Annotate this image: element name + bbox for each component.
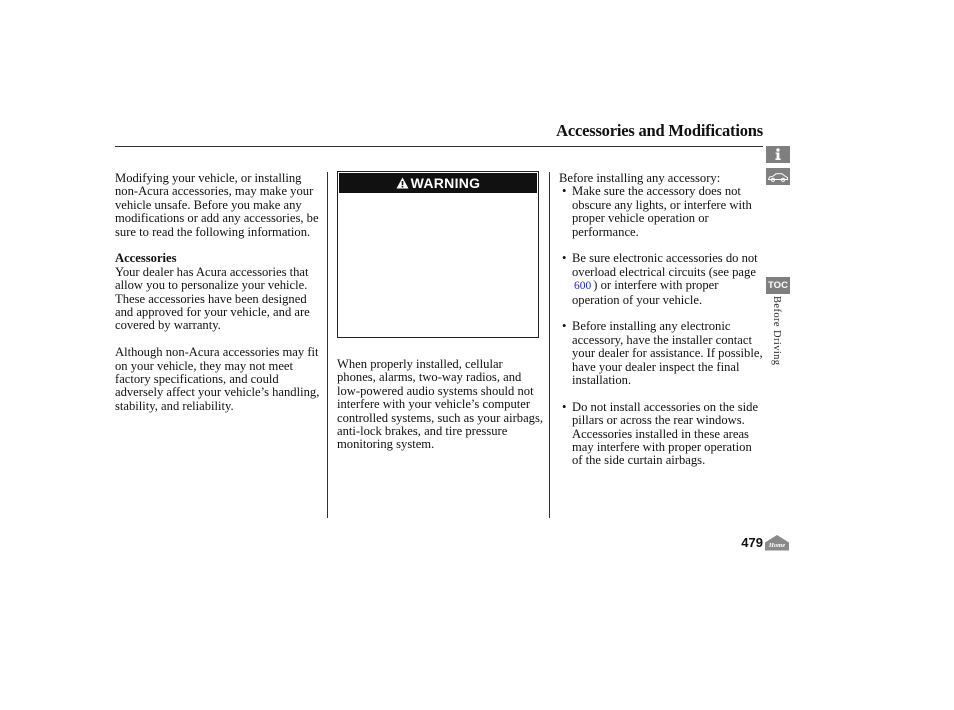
- warning-banner: [339, 173, 537, 193]
- electronics-paragraph: When properly installed, cellular phones, alarms, two-way radios, and low-powered audio systems should not interfere with your vehicle’s computer controlled systems, such as your airbags, anti-lock brakes, and tire pressure monitoring system.: [337, 357, 544, 452]
- info-icon[interactable]: [766, 146, 790, 163]
- column-2: [337, 358, 543, 452]
- page-number: 479: [741, 535, 763, 550]
- column-1: [115, 172, 323, 413]
- column-divider: [327, 172, 328, 518]
- warning-box: [337, 171, 539, 338]
- home-icon[interactable]: [764, 534, 790, 551]
- column-divider: [549, 172, 550, 518]
- section-label: Before Driving: [771, 296, 782, 366]
- warning-label: WARNING: [410, 175, 481, 191]
- car-glyph: [767, 171, 789, 183]
- column-3: [559, 172, 763, 468]
- list-item: • Do not install accessories on the side pillars or across the rear windows. Accessories installed in these areas may interfere with proper operation of the side curtain airbags.: [559, 401, 763, 468]
- page-title: Accessories and Modifications: [556, 121, 763, 140]
- toc-button[interactable]: TOC: [766, 277, 790, 294]
- accessories-heading: Accessories: [115, 251, 177, 266]
- page-600-link[interactable]: 600: [574, 280, 592, 293]
- list-item: • Make sure the accessory does not obscure any lights, or interfere with proper vehicle operation or performance.: [559, 185, 763, 239]
- list-item: • Be sure electronic accessories do not overload electrical circuits (see page 600 ) or interfere with proper operation of your vehicle.: [559, 252, 763, 307]
- checklist: [559, 185, 763, 467]
- checklist-intro: Before installing any accessory:: [559, 171, 721, 185]
- warning-triangle-icon: [396, 177, 409, 189]
- accessories-paragraph: Your dealer has Acura accessories that allow you to personalize your vehicle. These accessories have been designed and approved for your vehicle, and are covered by warranty.: [115, 264, 310, 333]
- home-label: Home: [768, 542, 786, 549]
- car-icon[interactable]: [766, 168, 790, 185]
- list-item: • Before installing any electronic accessory, have the installer contact your dealer for assistance. If possible, have your dealer inspect the final installation.: [559, 320, 763, 387]
- non-acura-paragraph: Although non-Acura accessories may fit on your vehicle, they may not meet factory specifications, and could adversely affect your vehicle’s handling, stability, and reliability.: [115, 345, 320, 413]
- title-rule: [115, 146, 763, 147]
- intro-paragraph: Modifying your vehicle, or installing non-Acura accessories, may make your vehicle unsafe. Before you make any modifications or add any accessories, be sure to read the following information.: [115, 171, 319, 239]
- info-glyph: [773, 148, 783, 161]
